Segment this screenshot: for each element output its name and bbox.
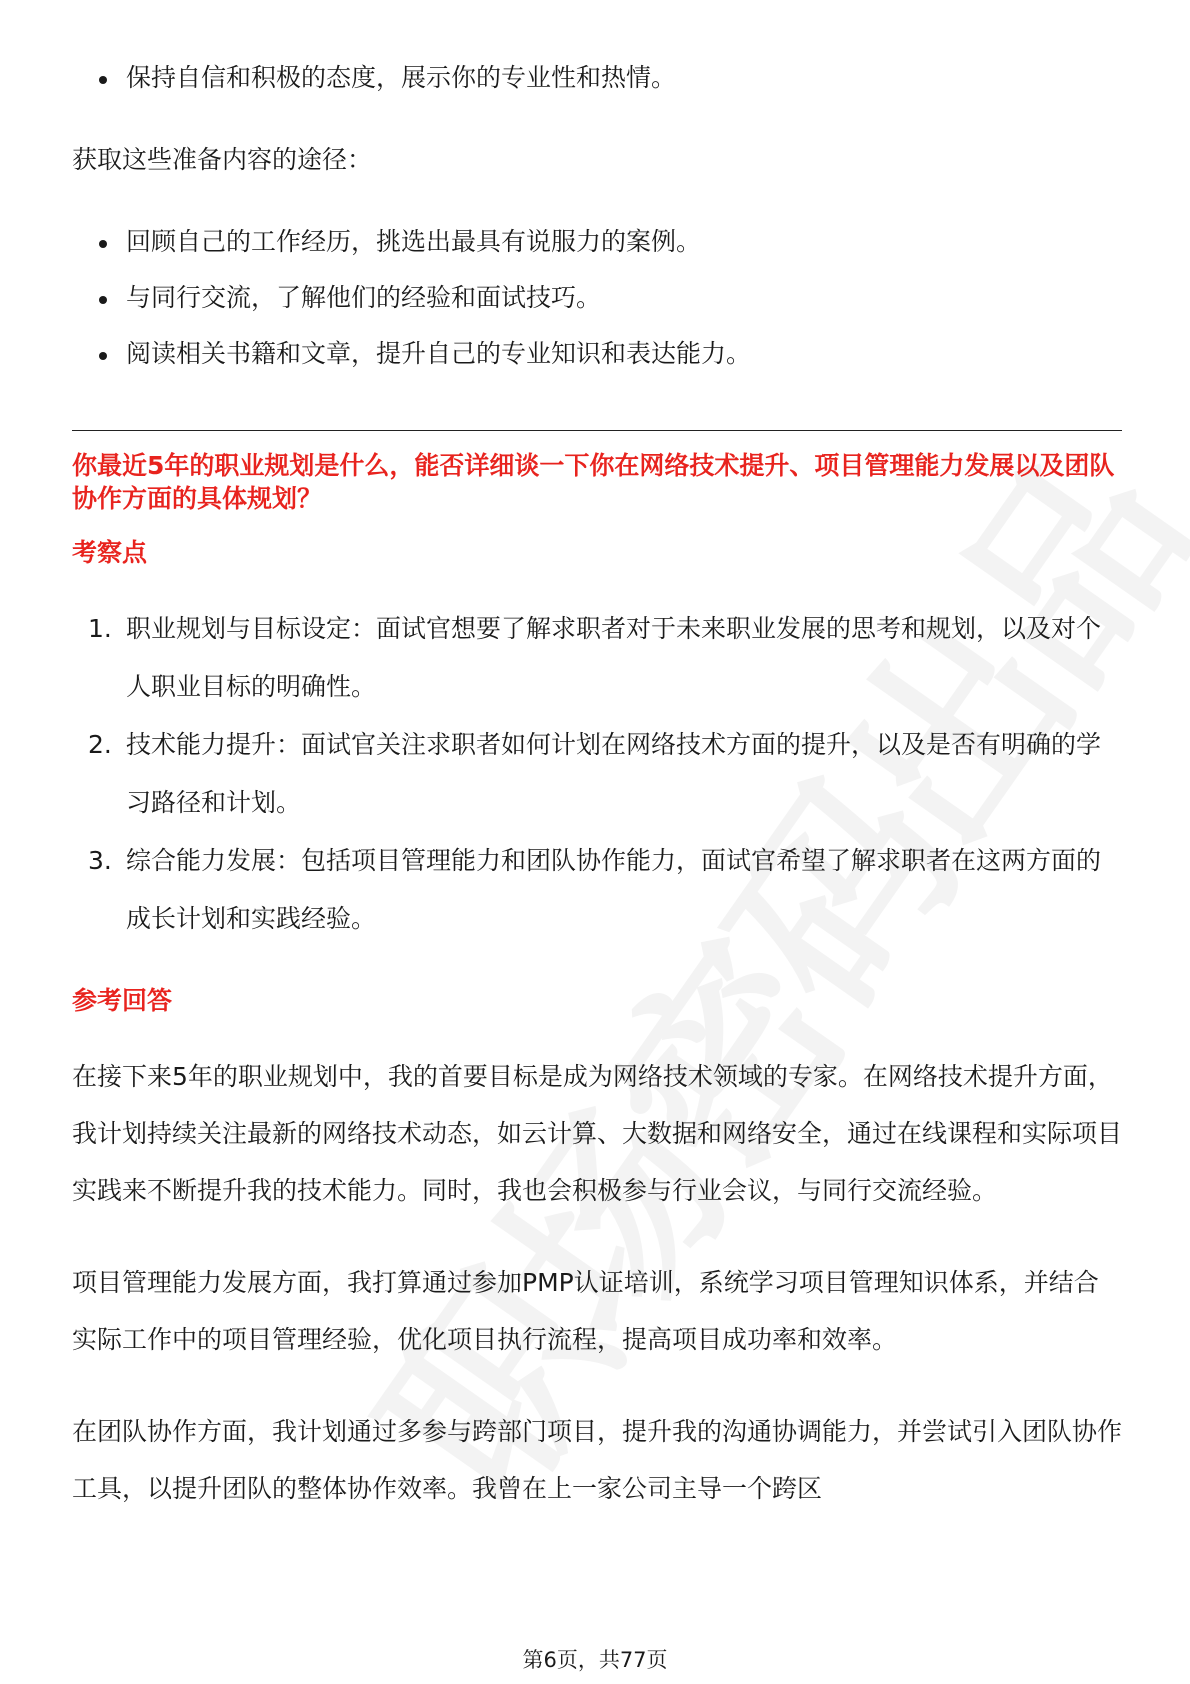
focus-heading: 考察点 [72, 538, 148, 567]
list-item: 保持自信和积极的态度，展示你的专业性和热情。 [72, 50, 1122, 106]
item-number: 2. [88, 730, 112, 759]
list-item [72, 600, 1122, 716]
item-text: 综合能力发展：包括项目管理能力和团队协作能力，面试官希望了解求职者在这两方面的成长计划和实践经验。 [126, 846, 1102, 933]
item-text: 职业规划与目标设定：面试官想要了解求职者对于未来职业发展的思考和规划，以及对个人职业目标的明确性。 [126, 614, 1102, 701]
list-item: 与同行交流，了解他们的经验和面试技巧。 [72, 270, 1122, 326]
answer-paragraph: 项目管理能力发展方面，我打算通过参加PMP认证培训，系统学习项目管理知识体系，并结合实际工作中的项目管理经验，优化项目执行流程，提高项目成功率和效率。 [72, 1268, 1099, 1354]
page-content [72, 50, 1122, 1517]
list-item: 阅读相关书籍和文章，提升自己的专业知识和表达能力。 [72, 326, 1122, 382]
item-number: 3. [88, 846, 112, 875]
list-item [72, 832, 1122, 948]
focus-point-list [72, 600, 1122, 948]
source-bullet-list [72, 214, 1122, 382]
list-item [72, 716, 1122, 832]
question-title: 你最近5年的职业规划是什么，能否详细谈一下你在网络技术提升、项目管理能力发展以及团队协作方面的具体规划？ [72, 451, 1115, 513]
item-number: 1. [88, 614, 112, 643]
list-item: 回顾自己的工作经历，挑选出最具有说服力的案例。 [72, 214, 1122, 270]
answer-heading: 参考回答 [72, 986, 173, 1015]
answer-paragraph: 在团队协作方面，我计划通过多参与跨部门项目，提升我的沟通协调能力，并尝试引入团队协作工具，以提升团队的整体协作效率。我曾在上一家公司主导一个跨区 [72, 1417, 1123, 1503]
item-text: 技术能力提升：面试官关注求职者如何计划在网络技术方面的提升，以及是否有明确的学习路径和计划。 [126, 730, 1102, 817]
answer-paragraph: 在接下来5年的职业规划中，我的首要目标是成为网络技术领域的专家。在网络技术提升方面，我计划持续关注最新的网络技术动态，如云计算、大数据和网络安全，通过在线课程和实际项目实践来不断提升我的技术能力。同时，我也会积极参与行业会议，与同行交流经验。 [72, 1062, 1123, 1205]
sources-heading: 获取这些准备内容的途径： [72, 145, 373, 174]
page-number: 第6页，共77页 [522, 1648, 668, 1672]
top-bullet-list [72, 50, 1122, 106]
